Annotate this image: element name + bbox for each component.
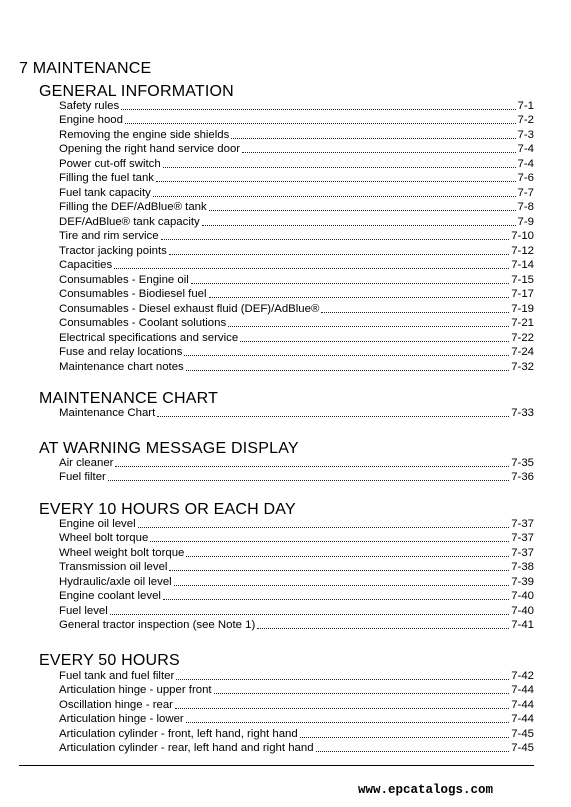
toc-entry[interactable] — [59, 156, 534, 171]
dot-leader — [300, 736, 509, 738]
toc-entry-page: 7-39 — [511, 575, 534, 588]
toc-entry-page: 7-14 — [511, 259, 534, 271]
toc-entry[interactable] — [59, 287, 534, 302]
toc-entry[interactable] — [59, 574, 534, 589]
toc-entry-page: 7-15 — [511, 273, 534, 286]
toc-entry-label: Engine hood — [59, 114, 123, 126]
toc-entry-label: Fuel tank capacity — [59, 186, 151, 199]
toc-entry[interactable] — [59, 712, 534, 727]
toc-entry[interactable] — [59, 668, 534, 683]
toc-entry-label: Maintenance Chart — [59, 406, 156, 419]
toc-entry-page: 7-38 — [511, 561, 534, 573]
toc-entry-label: Fuse and relay locations — [59, 346, 183, 358]
dot-leader — [114, 267, 509, 269]
toc-entry-page: 7-22 — [511, 331, 534, 344]
toc-entry[interactable] — [59, 316, 534, 331]
dot-leader — [125, 122, 516, 124]
toc-entry[interactable] — [59, 229, 534, 244]
toc-entry[interactable] — [59, 113, 534, 128]
dot-leader — [316, 750, 510, 752]
dot-leader — [174, 584, 509, 586]
dot-leader — [202, 224, 516, 226]
dot-leader — [153, 195, 516, 197]
toc-entry[interactable] — [59, 531, 534, 546]
toc-entry[interactable] — [59, 603, 534, 618]
toc-entry-page: 7-40 — [511, 604, 534, 617]
toc-entry-label: Engine oil level — [59, 517, 136, 530]
toc-entry[interactable] — [59, 683, 534, 698]
toc-entry[interactable] — [59, 127, 534, 142]
toc-list — [59, 516, 534, 632]
toc-entry-page: 7-42 — [511, 669, 534, 682]
toc-entry[interactable] — [59, 243, 534, 258]
dot-leader — [121, 108, 515, 110]
toc-entry-label: Oscillation hinge - rear — [59, 698, 173, 711]
toc-entry-page: 7-35 — [511, 456, 534, 469]
toc-entry-page: 7-21 — [511, 317, 534, 329]
toc-entry-page: 7-44 — [511, 698, 534, 711]
toc-entry[interactable] — [59, 214, 534, 229]
toc-entry-page: 7-24 — [511, 346, 534, 358]
dot-leader — [228, 325, 509, 327]
toc-list — [59, 668, 534, 755]
toc-entry-label: Articulation cylinder - front, left hand, right hand — [59, 727, 298, 740]
toc-entry-label: Safety rules — [59, 99, 120, 112]
dot-leader — [257, 627, 509, 629]
toc-entry-label: Engine coolant level — [59, 590, 161, 602]
dot-leader — [321, 311, 509, 313]
toc-entry-label: Fuel tank and fuel filter — [59, 669, 175, 682]
dot-leader — [176, 678, 509, 680]
dot-leader — [209, 296, 510, 298]
toc-entry-page: 7-17 — [511, 288, 534, 300]
section-heading: EVERY 10 HOURS OR EACH DAY — [39, 501, 296, 518]
toc-entry-page: 7-36 — [511, 471, 534, 483]
toc-entry-label: Transmission oil level — [59, 561, 168, 573]
toc-entry-page: 7-45 — [511, 727, 534, 740]
dot-leader — [191, 282, 509, 284]
watermark-text: www.epcatalogs.com — [358, 783, 494, 797]
toc-entry-label: DEF/AdBlue® tank capacity — [59, 215, 200, 228]
toc-entry-label: Articulation cylinder - rear, left hand and right hand — [59, 742, 314, 754]
toc-entry-page: 7-1 — [517, 99, 534, 112]
toc-entry-page: 7-9 — [517, 215, 534, 228]
toc-entry-page: 7-37 — [511, 532, 534, 544]
toc-entry-page: 7-12 — [511, 244, 534, 257]
toc-entry-page: 7-32 — [511, 360, 534, 373]
toc-entry[interactable] — [59, 726, 534, 741]
toc-entry-page: 7-40 — [511, 590, 534, 602]
dot-leader — [186, 369, 509, 371]
toc-entry-label: Tractor jacking points — [59, 244, 167, 257]
toc-entry-page: 7-6 — [517, 172, 534, 184]
dot-leader — [169, 253, 509, 255]
dot-leader — [157, 415, 509, 417]
section-heading: GENERAL INFORMATION — [39, 83, 234, 100]
toc-entry[interactable] — [59, 589, 534, 604]
toc-entry[interactable] — [59, 545, 534, 560]
toc-entry-label: Articulation hinge - upper front — [59, 684, 212, 696]
toc-entry-page: 7-33 — [511, 406, 534, 419]
section-heading: MAINTENANCE CHART — [39, 390, 219, 407]
toc-entry[interactable] — [59, 171, 534, 186]
toc-entry-label: Articulation hinge - lower — [59, 713, 184, 725]
toc-entry-label: Consumables - Coolant solutions — [59, 317, 227, 329]
toc-entry-page: 7-44 — [511, 713, 534, 725]
toc-entry[interactable] — [59, 200, 534, 215]
toc-entry-label: Fuel level — [59, 604, 108, 617]
toc-entry-page: 7-7 — [517, 186, 534, 199]
toc-entry-page: 7-2 — [517, 114, 534, 126]
toc-entry-page: 7-4 — [517, 157, 534, 170]
toc-entry[interactable] — [59, 301, 534, 316]
toc-entry-page: 7-3 — [517, 128, 534, 141]
toc-entry[interactable] — [59, 405, 534, 420]
dot-leader — [169, 569, 509, 571]
dot-leader — [240, 340, 509, 342]
dot-leader — [163, 166, 516, 168]
dot-leader — [214, 692, 510, 694]
toc-entry-label: Consumables - Diesel exhaust fluid (DEF)/AdBlue® — [59, 302, 320, 315]
toc-entry-label: General tractor inspection (see Note 1) — [59, 619, 256, 631]
toc-entry-label: Fuel filter — [59, 471, 106, 483]
toc-entry[interactable] — [59, 258, 534, 273]
toc-entry-label: Consumables - Biodiesel fuel — [59, 288, 207, 300]
dot-leader — [150, 540, 509, 542]
toc-entry[interactable] — [59, 185, 534, 200]
toc-entry-page: 7-37 — [511, 546, 534, 559]
toc-entry[interactable] — [59, 618, 534, 633]
toc-entry[interactable] — [59, 359, 534, 374]
dot-leader — [184, 354, 509, 356]
toc-entry-page: 7-8 — [517, 201, 534, 213]
dot-leader — [242, 151, 515, 153]
toc-entry[interactable] — [59, 560, 534, 575]
toc-entry[interactable] — [59, 516, 534, 531]
toc-entry-label: Power cut-off switch — [59, 157, 161, 170]
dot-leader — [138, 526, 510, 528]
dot-leader — [115, 465, 509, 467]
toc-entry-label: Wheel bolt torque — [59, 532, 149, 544]
toc-entry[interactable] — [59, 345, 534, 360]
toc-entry-label: Filling the fuel tank — [59, 172, 154, 184]
toc-list — [59, 98, 534, 374]
section-heading: EVERY 50 HOURS — [39, 652, 180, 669]
toc-entry[interactable] — [59, 470, 534, 485]
toc-list — [59, 455, 534, 484]
toc-entry[interactable] — [59, 455, 534, 470]
toc-entry-page: 7-19 — [511, 302, 534, 315]
toc-entry-label: Wheel weight bolt torque — [59, 546, 185, 559]
toc-entry[interactable] — [59, 272, 534, 287]
dot-leader — [161, 238, 510, 240]
dot-leader — [209, 209, 516, 211]
toc-entry-label: Air cleaner — [59, 456, 114, 469]
toc-entry-label: Maintenance chart notes — [59, 360, 184, 373]
toc-entry[interactable] — [59, 697, 534, 712]
toc-entry-page: 7-41 — [511, 619, 534, 631]
toc-entry-page: 7-45 — [511, 742, 534, 754]
toc-entry-label: Consumables - Engine oil — [59, 273, 189, 286]
toc-entry-label: Removing the engine side shields — [59, 128, 230, 141]
chapter-title: 7 MAINTENANCE — [19, 60, 152, 77]
dot-leader — [175, 707, 509, 709]
section-heading: AT WARNING MESSAGE DISPLAY — [39, 440, 299, 457]
dot-leader — [186, 721, 509, 723]
toc-entry-label: Capacities — [59, 259, 113, 271]
dot-leader — [156, 180, 516, 182]
dot-leader — [110, 613, 509, 615]
dot-leader — [108, 479, 509, 481]
dot-leader — [231, 137, 515, 139]
toc-entry-page: 7-44 — [511, 684, 534, 696]
toc-entry[interactable] — [59, 330, 534, 345]
toc-entry-page: 7-37 — [511, 517, 534, 530]
toc-entry-label: Opening the right hand service door — [59, 143, 241, 155]
toc-entry[interactable] — [59, 142, 534, 157]
toc-entry-label: Filling the DEF/AdBlue® tank — [59, 201, 207, 213]
toc-entry[interactable] — [59, 98, 534, 113]
toc-entry-label: Hydraulic/axle oil level — [59, 575, 172, 588]
dot-leader — [163, 598, 509, 600]
toc-entry-label: Electrical specifications and service — [59, 331, 239, 344]
toc-entry-label: Tire and rim service — [59, 230, 159, 242]
footer-divider — [19, 765, 534, 766]
toc-list — [59, 405, 534, 420]
toc-entry-page: 7-4 — [517, 143, 534, 155]
toc-entry[interactable] — [59, 741, 534, 756]
dot-leader — [186, 555, 509, 557]
toc-entry-page: 7-10 — [511, 230, 534, 242]
